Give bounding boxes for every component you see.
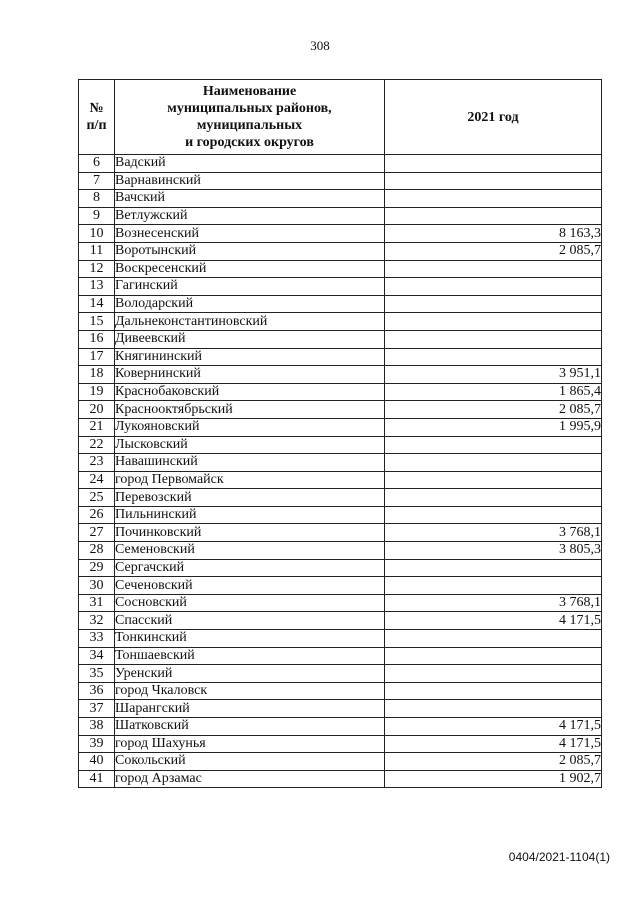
- amount-2021: 4 171,5: [385, 735, 602, 753]
- municipality-name: город Шахунья: [115, 735, 385, 753]
- table-row: [79, 770, 602, 788]
- amount-2021: [385, 348, 602, 366]
- page-number: 308: [310, 38, 330, 53]
- amount-2021: [385, 155, 602, 173]
- municipality-name: Сеченовский: [115, 577, 385, 595]
- municipality-name: Княгининский: [115, 348, 385, 366]
- municipality-name: Починковский: [115, 524, 385, 542]
- amount-2021: [385, 577, 602, 595]
- document-code: 0404/2021-1104(1): [508, 850, 610, 864]
- municipality-name: Перевозский: [115, 489, 385, 507]
- table-row: [79, 383, 602, 401]
- row-number: 21: [79, 418, 115, 436]
- municipality-name: Уренский: [115, 665, 385, 683]
- amount-2021: 8 163,3: [385, 225, 602, 243]
- amount-2021: [385, 489, 602, 507]
- table-row: [79, 330, 602, 348]
- table-row: [79, 454, 602, 472]
- amount-2021: 2 085,7: [385, 753, 602, 771]
- row-number: 36: [79, 682, 115, 700]
- amount-2021: [385, 278, 602, 296]
- table-row: [79, 418, 602, 436]
- amount-2021: [385, 454, 602, 472]
- amount-2021: [385, 260, 602, 278]
- municipality-name: Спасский: [115, 612, 385, 630]
- amount-2021: 2 085,7: [385, 401, 602, 419]
- municipality-name: Шарангский: [115, 700, 385, 718]
- amount-2021: [385, 471, 602, 489]
- municipality-name: Воскресенский: [115, 260, 385, 278]
- table-row: [79, 753, 602, 771]
- row-number: 13: [79, 278, 115, 296]
- table-row: [79, 542, 602, 560]
- municipality-name: город Первомайск: [115, 471, 385, 489]
- amount-2021: [385, 172, 602, 190]
- row-number: 35: [79, 665, 115, 683]
- table-row: [79, 594, 602, 612]
- table-row: [79, 260, 602, 278]
- amount-2021: 3 768,1: [385, 524, 602, 542]
- row-number: 7: [79, 172, 115, 190]
- row-number: 17: [79, 348, 115, 366]
- row-number: 38: [79, 718, 115, 736]
- amount-2021: 1 902,7: [385, 770, 602, 788]
- amount-2021: 4 171,5: [385, 612, 602, 630]
- table-row: [79, 506, 602, 524]
- header-name: Наименование муниципальных районов, муниципальных и городских округов: [115, 80, 385, 155]
- municipality-name: Сосновский: [115, 594, 385, 612]
- amount-2021: [385, 647, 602, 665]
- table-row: [79, 700, 602, 718]
- municipality-name: Ветлужский: [115, 207, 385, 225]
- table-row: [79, 718, 602, 736]
- table-body: [79, 155, 602, 788]
- row-number: 27: [79, 524, 115, 542]
- row-number: 34: [79, 647, 115, 665]
- row-number: 39: [79, 735, 115, 753]
- table-row: [79, 471, 602, 489]
- row-number: 18: [79, 366, 115, 384]
- amount-2021: 1 995,9: [385, 418, 602, 436]
- table-row: [79, 313, 602, 331]
- municipality-name: Навашинский: [115, 454, 385, 472]
- table-row: [79, 295, 602, 313]
- municipality-name: Гагинский: [115, 278, 385, 296]
- amount-2021: 3 768,1: [385, 594, 602, 612]
- amount-2021: [385, 559, 602, 577]
- municipality-name: город Арзамас: [115, 770, 385, 788]
- table-row: [79, 665, 602, 683]
- table-row: [79, 436, 602, 454]
- amount-2021: [385, 700, 602, 718]
- row-number: 32: [79, 612, 115, 630]
- row-number: 20: [79, 401, 115, 419]
- municipality-name: Краснобаковский: [115, 383, 385, 401]
- row-number: 40: [79, 753, 115, 771]
- municipality-name: город Чкаловск: [115, 682, 385, 700]
- table-row: [79, 155, 602, 173]
- amount-2021: [385, 506, 602, 524]
- row-number: 25: [79, 489, 115, 507]
- municipality-name: Воротынский: [115, 242, 385, 260]
- amount-2021: [385, 330, 602, 348]
- municipality-name: Краснооктябрьский: [115, 401, 385, 419]
- table-row: [79, 559, 602, 577]
- table-row: [79, 682, 602, 700]
- amount-2021: 4 171,5: [385, 718, 602, 736]
- row-number: 24: [79, 471, 115, 489]
- funding-table: [78, 79, 602, 788]
- table-row: [79, 278, 602, 296]
- amount-2021: [385, 295, 602, 313]
- row-number: 12: [79, 260, 115, 278]
- table-row: [79, 524, 602, 542]
- row-number: 37: [79, 700, 115, 718]
- amount-2021: [385, 207, 602, 225]
- municipality-name: Семеновский: [115, 542, 385, 560]
- row-number: 19: [79, 383, 115, 401]
- municipality-name: Ковернинский: [115, 366, 385, 384]
- header-number: № п/п: [79, 80, 115, 155]
- row-number: 22: [79, 436, 115, 454]
- table-row: [79, 172, 602, 190]
- row-number: 9: [79, 207, 115, 225]
- table-row: [79, 735, 602, 753]
- table-row: [79, 401, 602, 419]
- table-row: [79, 630, 602, 648]
- table-header-row: [79, 80, 602, 155]
- amount-2021: 3 951,1: [385, 366, 602, 384]
- table-row: [79, 366, 602, 384]
- row-number: 15: [79, 313, 115, 331]
- amount-2021: [385, 313, 602, 331]
- row-number: 23: [79, 454, 115, 472]
- amount-2021: [385, 190, 602, 208]
- row-number: 28: [79, 542, 115, 560]
- table-row: [79, 489, 602, 507]
- amount-2021: 1 865,4: [385, 383, 602, 401]
- table-row: [79, 577, 602, 595]
- municipality-name: Пильнинский: [115, 506, 385, 524]
- row-number: 26: [79, 506, 115, 524]
- amount-2021: 3 805,3: [385, 542, 602, 560]
- row-number: 30: [79, 577, 115, 595]
- row-number: 10: [79, 225, 115, 243]
- table-row: [79, 242, 602, 260]
- municipality-name: Тонкинский: [115, 630, 385, 648]
- table-row: [79, 225, 602, 243]
- municipality-name: Вознесенский: [115, 225, 385, 243]
- amount-2021: [385, 630, 602, 648]
- row-number: 29: [79, 559, 115, 577]
- table-row: [79, 190, 602, 208]
- amount-2021: [385, 665, 602, 683]
- table-row: [79, 612, 602, 630]
- municipality-name: Сокольский: [115, 753, 385, 771]
- row-number: 14: [79, 295, 115, 313]
- header-year: 2021 год: [385, 80, 602, 155]
- row-number: 31: [79, 594, 115, 612]
- municipality-name: Лысковский: [115, 436, 385, 454]
- row-number: 11: [79, 242, 115, 260]
- municipality-name: Сергачский: [115, 559, 385, 577]
- table-row: [79, 348, 602, 366]
- amount-2021: [385, 682, 602, 700]
- row-number: 8: [79, 190, 115, 208]
- amount-2021: 2 085,7: [385, 242, 602, 260]
- amount-2021: [385, 436, 602, 454]
- municipality-name: Шатковский: [115, 718, 385, 736]
- table-row: [79, 207, 602, 225]
- municipality-name: Лукояновский: [115, 418, 385, 436]
- municipality-name: Володарский: [115, 295, 385, 313]
- municipality-name: Дальнеконстантиновский: [115, 313, 385, 331]
- municipality-name: Дивеевский: [115, 330, 385, 348]
- municipality-name: Тоншаевский: [115, 647, 385, 665]
- table-row: [79, 647, 602, 665]
- row-number: 33: [79, 630, 115, 648]
- row-number: 6: [79, 155, 115, 173]
- municipality-name: Варнавинский: [115, 172, 385, 190]
- row-number: 41: [79, 770, 115, 788]
- row-number: 16: [79, 330, 115, 348]
- municipality-name: Вачский: [115, 190, 385, 208]
- municipality-name: Вадский: [115, 155, 385, 173]
